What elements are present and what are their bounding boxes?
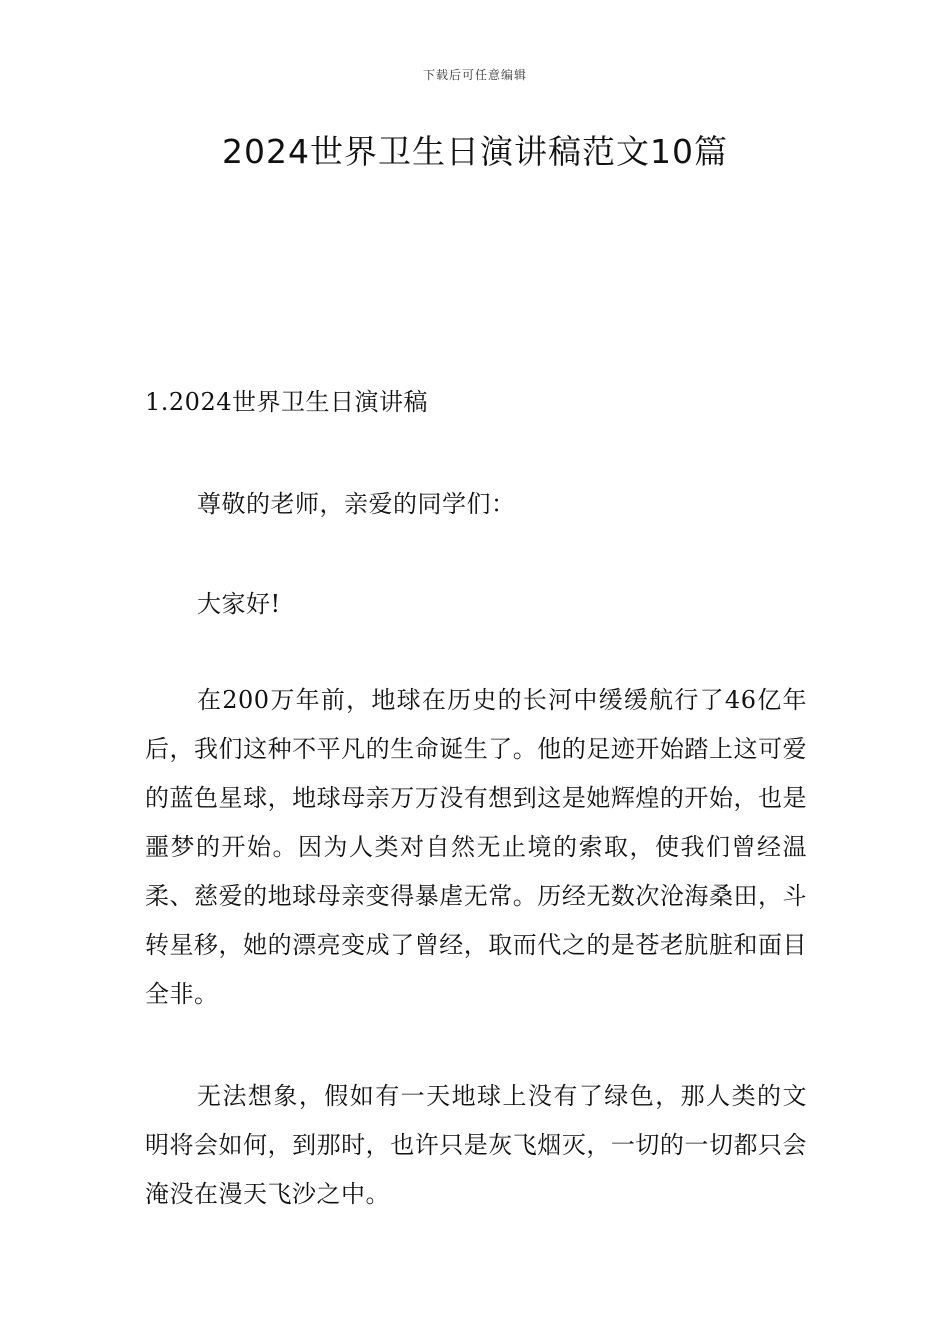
header-note: 下载后可任意编辑	[422, 68, 527, 82]
greeting: 大家好!	[197, 590, 281, 618]
paragraph: 无法想象，假如有一天地球上没有了绿色，那人类的文明将会如何，到那时，也许只是灰飞烟灭，一切的一切都只会淹没在漫天飞沙之中。	[145, 1082, 807, 1208]
paragraph: 在200万年前，地球在历史的长河中缓缓航行了46亿年后，我们这种不平凡的生命诞生了。他的足迹开始踏上这可爱的蓝色星球，地球母亲万万没有想到这是她辉煌的开始，也是噩梦的开始。因为人类对自然无止境的索取，使我们曾经温柔、慈爱的地球母亲变得暴虐无常。历经无数次沧海桑田，斗转星移，她的漂亮变成了曾经，取而代之的是苍老肮脏和面目全非。	[145, 686, 807, 1008]
document-title: 2024世界卫生日演讲稿范文10篇	[222, 132, 728, 171]
salutation: 尊敬的老师，亲爱的同学们：	[197, 490, 516, 518]
section-heading: 1.2024世界卫生日演讲稿	[145, 388, 428, 416]
